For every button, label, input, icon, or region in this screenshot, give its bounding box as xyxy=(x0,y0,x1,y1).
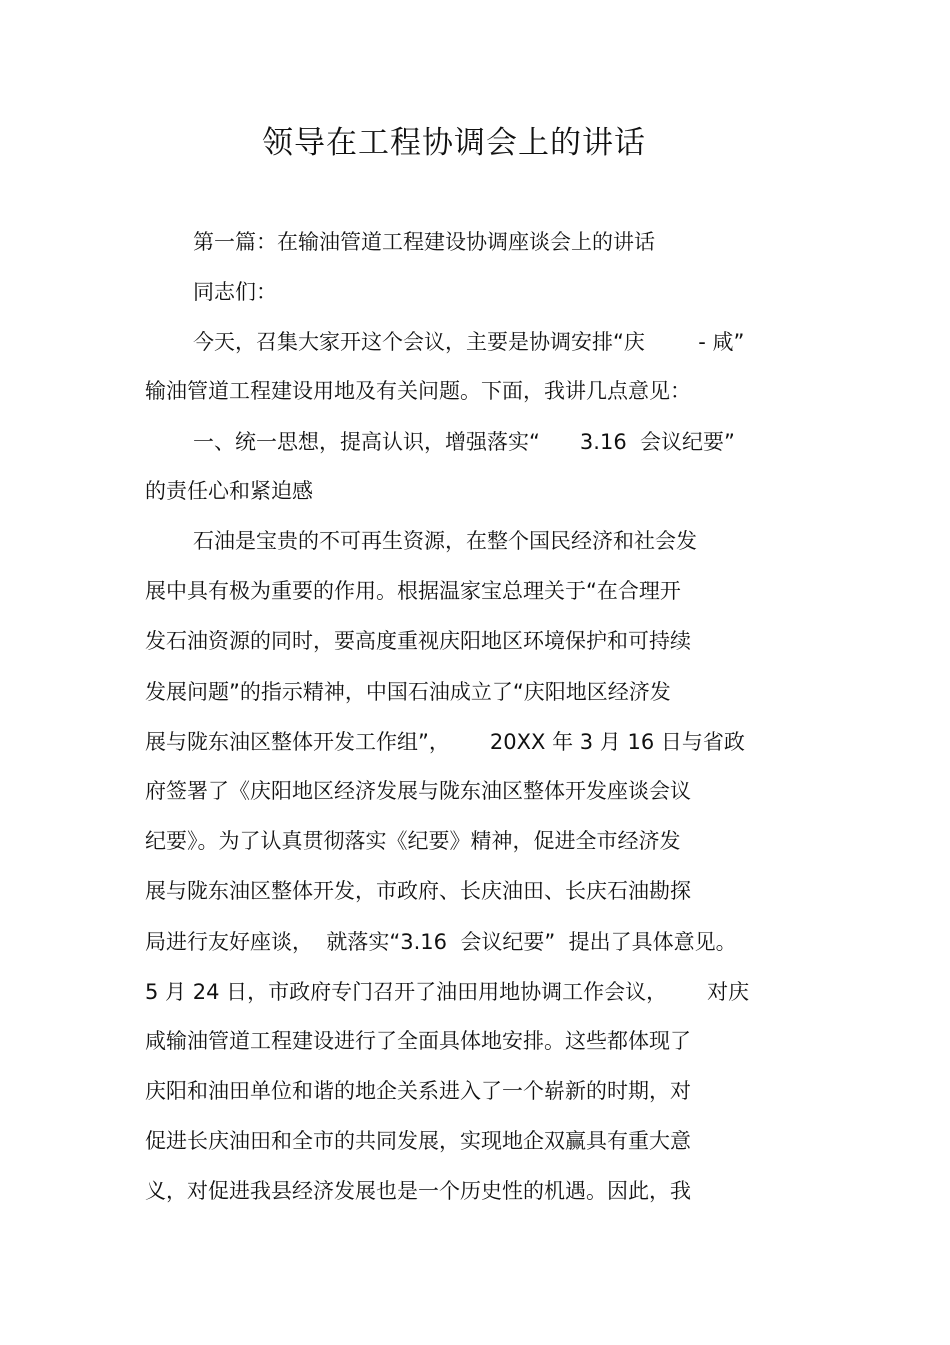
paragraph-line: 展与陇东油区整体开发工作组”， 20XX 年 3 月 16 日与省政 xyxy=(145,730,745,754)
paragraph-line: 纪要》。为了认真贯彻落实《纪要》精神，促进全市经济发 xyxy=(145,829,681,853)
paragraph-line: 输油管道工程建设用地及有关问题。下面，我讲几点意见： xyxy=(145,379,691,403)
paragraph-line: 发石油资源的同时，要高度重视庆阳地区环境保护和可持续 xyxy=(145,629,691,653)
paragraph-line: 一、统一思想，提高认识，增强落实“ 3.16 会议纪要” xyxy=(193,430,735,454)
document-title: 领导在工程协调会上的讲话 xyxy=(262,125,646,161)
paragraph-line: 石油是宝贵的不可再生资源，在整个国民经济和社会发 xyxy=(193,529,697,553)
paragraph-line: 庆阳和油田单位和谐的地企关系进入了一个崭新的时期，对 xyxy=(145,1079,691,1103)
section-heading: 第一篇：在输油管道工程建设协调座谈会上的讲话 xyxy=(193,230,655,254)
paragraph-line: 展与陇东油区整体开发，市政府、长庆油田、长庆石油勘探 xyxy=(145,879,691,903)
paragraph-line: 的责任心和紧迫感 xyxy=(145,479,313,503)
paragraph-line: 5 月 24 日，市政府专门召开了油田用地协调工作会议， 对庆 xyxy=(145,980,750,1004)
salutation: 同志们： xyxy=(193,280,277,304)
paragraph-line: 促进长庆油田和全市的共同发展，实现地企双赢具有重大意 xyxy=(145,1129,691,1153)
paragraph-line: 今天，召集大家开这个会议，主要是协调安排“庆 - 咸” xyxy=(193,330,745,354)
paragraph-line: 咸输油管道工程建设进行了全面具体地安排。这些都体现了 xyxy=(145,1029,691,1053)
paragraph-line: 局进行友好座谈， 就落实“3.16 会议纪要” 提出了具体意见。 xyxy=(145,930,737,954)
paragraph-line: 义，对促进我县经济发展也是一个历史性的机遇。因此，我 xyxy=(145,1179,691,1203)
paragraph-line: 发展问题”的指示精神，中国石油成立了“庆阳地区经济发 xyxy=(145,680,671,704)
paragraph-line: 展中具有极为重要的作用。根据温家宝总理关于“在合理开 xyxy=(145,579,681,603)
paragraph-line: 府签署了《庆阳地区经济发展与陇东油区整体开发座谈会议 xyxy=(145,779,691,803)
